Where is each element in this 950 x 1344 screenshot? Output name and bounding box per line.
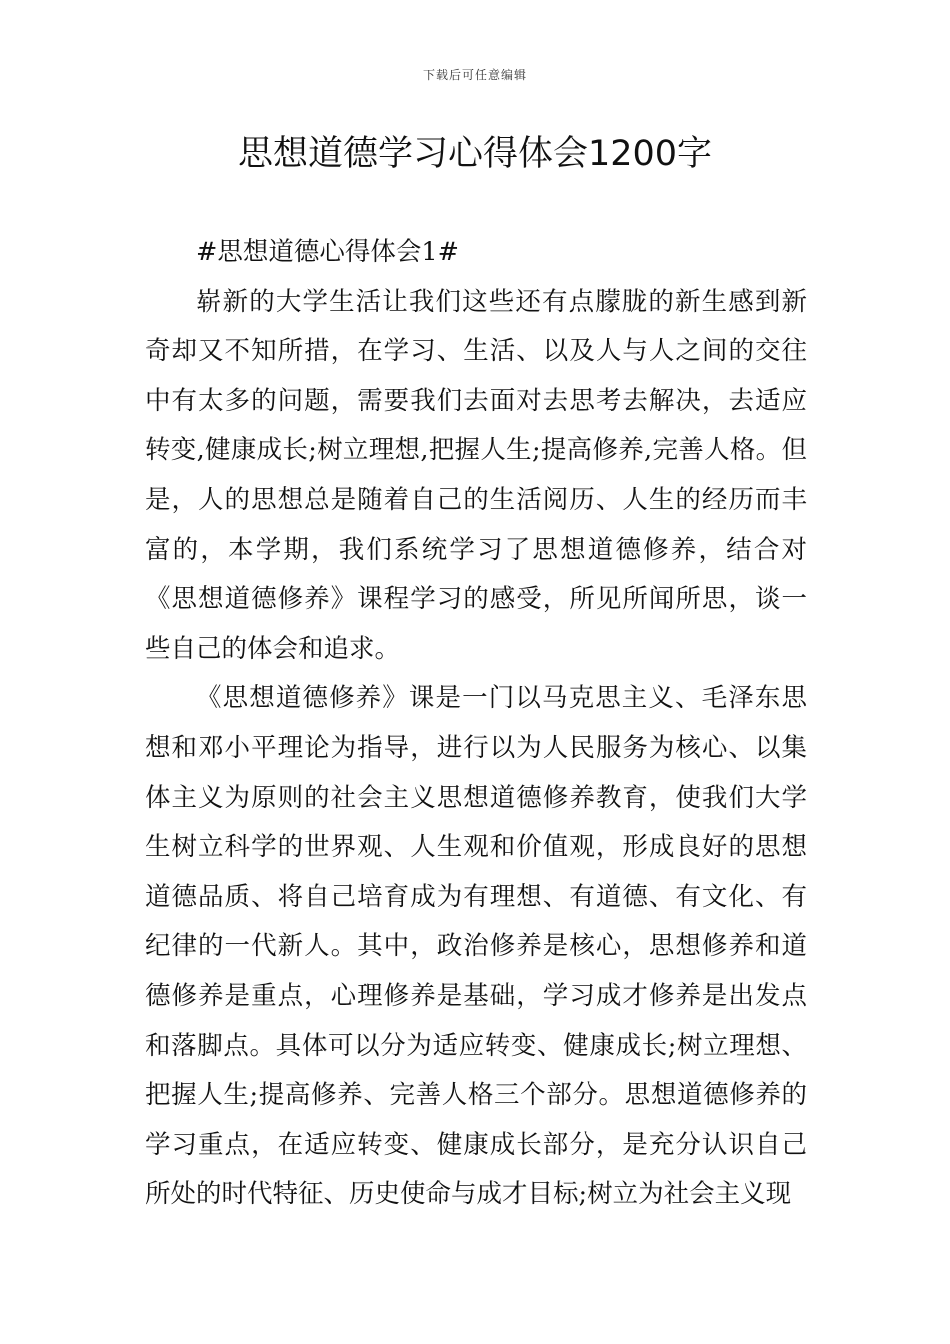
paragraph: 《思想道德修养》课是一门以马克思主义、毛泽东思想和邓小平理论为指导，进行以为人民服务为核心、以集体主义为原则的社会主义思想道德修养教育，使我们大学生树立科学的世界观、人生观和价值观，形成良好的思想道德品质、将自己培育成为有理想、有道德、有文化、有纪律的一代新人。其中，政治修养是核心，思想修养和道德修养是重点，心理修养是基础，学习成才修养是出发点和落脚点。具体可以分为适应转变、健康成长;树立理想、把握人生;提高修养、完善人格三个部分。思想道德修养的学习重点，在适应转变、健康成长部分，是充分认识自己所处的时代特征、历史使命与成才目标;树立为社会主义现 (145, 683, 807, 1210)
paragraph: 崭新的大学生活让我们这些还有点朦胧的新生感到新奇却又不知所措，在学习、生活、以及人与人之间的交往中有太多的问题，需要我们去面对去思考去解决，去适应转变,健康成长;树立理想,把握人生;提高修养,完善人格。但是，人的思想总是随着自己的生活阅历、人生的经历而丰富的，本学期，我们系统学习了思想道德修养，结合对《思想道德修养》课程学习的感受，所见所闻所思，谈一些自己的体会和追求。 (145, 286, 807, 664)
header-note: 下载后可任意编辑 (422, 68, 527, 82)
document-title: 思想道德学习心得体会1200字 (237, 134, 713, 174)
document-body (145, 228, 807, 1220)
section-heading: #思想道德心得体会1# (196, 237, 459, 267)
